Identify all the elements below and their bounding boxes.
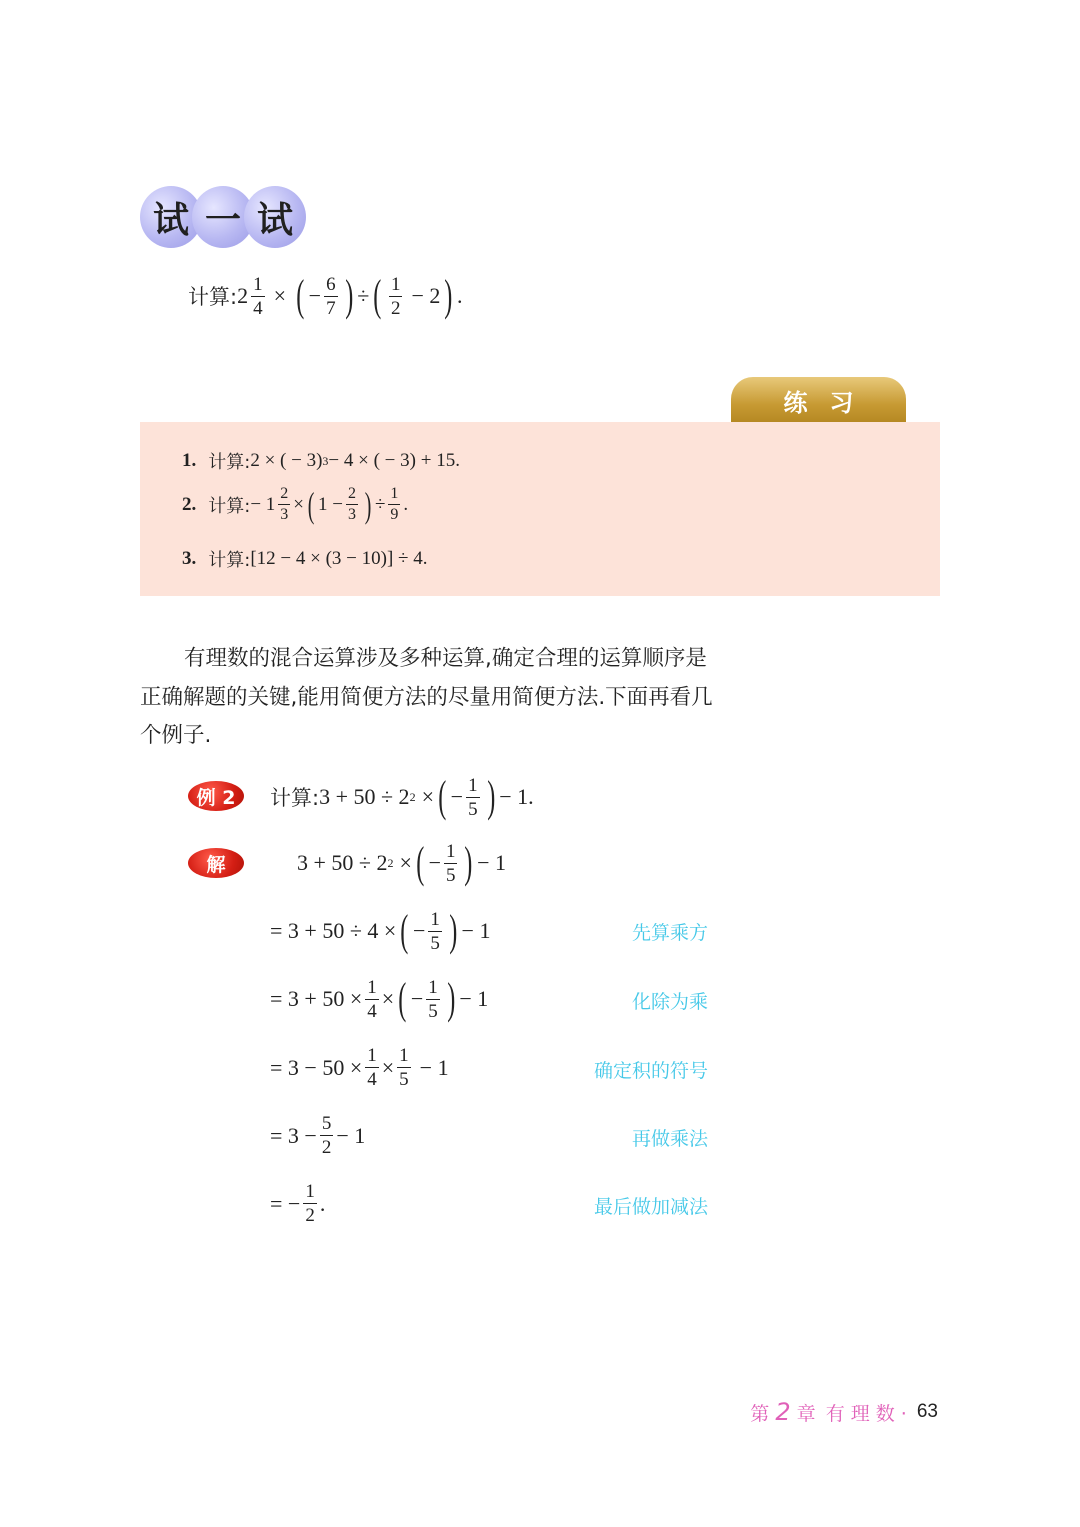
page-footer	[750, 1398, 938, 1426]
try-problem: 计算: 2 $\frac{1}{4}$ × ( − $\frac{6}{7}$ ) ÷ ( $\frac{1}{2}$ − 2 ) .	[188, 271, 463, 320]
solution-expr: − 1	[461, 918, 491, 943]
practice-tab: 练习	[731, 377, 906, 423]
solution-frac: $\frac{1}{4}$	[367, 1045, 377, 1090]
solution-expr: − 1	[459, 986, 489, 1011]
solution-line-5	[270, 1182, 325, 1225]
solution-note-2: 化除为乘	[631, 991, 708, 1013]
try-frac-1: $\frac{1}{4}$	[253, 273, 263, 319]
example-times: ×	[421, 784, 434, 809]
practice-box	[140, 422, 940, 596]
solution-note-1: 先算乘方	[631, 922, 708, 944]
practice-expr: − 1	[250, 493, 276, 515]
page-number: 63	[916, 1401, 938, 1422]
example-expr: 3 + 50 ÷ 2	[319, 784, 410, 809]
practice-item-1	[182, 448, 460, 474]
try-minus: −	[308, 283, 322, 308]
solution-expr: = 3 −	[270, 1122, 317, 1148]
example-problem: 计算: 3 + 50 ÷ 2 2 × ( − $\frac{1}{5}$ ) − 1.	[270, 772, 534, 821]
solution-expr: = 3 − 50 ×	[270, 1054, 363, 1080]
try-frac-3: $\frac{1}{2}$	[390, 273, 401, 319]
solution-note-5: 最后做加减法	[593, 1196, 708, 1218]
chapter-label: 第 2 章	[750, 1398, 816, 1426]
intro-paragraph: 有理数的混合运算涉及多种运算,确定合理的运算顺序是正确解题的关键,能用简便方法的尽量用简便方法.下面再看几个例子.	[140, 646, 713, 748]
practice-expr: [12 − 4 × (3 − 10)] ÷ 4.	[250, 548, 428, 569]
try-char-1: 试	[140, 186, 202, 248]
try-char-3: 试	[244, 186, 306, 248]
practice-expr: − 4 × ( − 3) + 15.	[328, 450, 460, 471]
solution-frac: $\frac{5}{2}$	[321, 1113, 332, 1158]
solution-expr: = 3 + 50 ×	[270, 986, 363, 1011]
practice-frac: $\frac{2}{3}$	[347, 485, 356, 523]
solution-expr: ×	[381, 986, 395, 1011]
solution-expr: −	[410, 986, 424, 1011]
practice-expr: ÷	[374, 493, 386, 515]
practice-frac: $\frac{1}{9}$	[390, 485, 399, 523]
practice-item-prefix: 计算:	[208, 495, 251, 517]
solution-frac: $\frac{1}{5}$	[428, 976, 438, 1022]
solution-note-3: 确定积的符号	[593, 1060, 708, 1082]
practice-item-3	[182, 546, 427, 572]
example-badge: 例 2	[188, 781, 244, 811]
solution-expr: −	[428, 850, 441, 875]
try-tail: − 2	[411, 283, 441, 308]
solution-line-3	[270, 1046, 449, 1089]
solution-expr: ×	[381, 1054, 395, 1080]
try-end: .	[457, 283, 463, 308]
solution-line-2: = 3 + 50 × $\frac{1}{4}$ × ( − $\frac{1}{5}$ ) − 1	[270, 974, 489, 1023]
try-times: ×	[273, 283, 286, 308]
try-frac-2: $\frac{6}{7}$	[326, 273, 336, 319]
practice-item-num: 2.	[182, 493, 197, 515]
solution-line-4	[270, 1114, 365, 1157]
solution-frac: $\frac{1}{5}$	[445, 840, 456, 886]
practice-item-num: 3.	[182, 548, 197, 569]
practice-expr: .	[403, 493, 409, 515]
practice-frac: $\frac{2}{3}$	[280, 485, 289, 523]
example-minus: −	[450, 784, 464, 809]
try-prefix: 计算:	[188, 285, 238, 309]
solution-expr: − 1	[336, 1122, 366, 1148]
example-prefix: 计算:	[270, 786, 320, 810]
practice-expr: 2 × ( − 3)	[250, 450, 323, 471]
solution-expr: = −	[270, 1190, 301, 1216]
solution-expr: − 1	[419, 1054, 449, 1080]
solution-expr: ×	[399, 850, 412, 875]
chapter-title: 有 理 数 ·	[825, 1402, 907, 1425]
solution-expr: 3 + 50 ÷ 2	[297, 850, 388, 875]
solution-line-0: 3 + 50 ÷ 2 2 × ( − $\frac{1}{5}$ ) − 1	[297, 838, 507, 887]
practice-item-prefix: 计算:	[208, 550, 251, 571]
solution-expr: − 1	[477, 850, 507, 875]
practice-exp: 3	[322, 453, 329, 468]
example-frac: $\frac{1}{5}$	[468, 774, 478, 820]
solution-badge: 解	[188, 848, 244, 878]
solution-frac: $\frac{1}{5}$	[430, 908, 440, 954]
solution-frac: $\frac{1}{4}$	[367, 976, 377, 1022]
solution-note-4: 再做乘法	[631, 1128, 708, 1150]
try-whole: 2	[237, 283, 249, 308]
example-exp: 2	[409, 789, 416, 804]
solution-frac: $\frac{1}{5}$	[399, 1045, 409, 1090]
solution-frac: $\frac{1}{2}$	[305, 1181, 315, 1226]
practice-expr: 1 −	[318, 493, 343, 515]
solution-exp: 2	[387, 855, 394, 870]
try-char-2: 一	[192, 186, 254, 248]
try-div: ÷	[357, 283, 370, 308]
solution-line-1: = 3 + 50 ÷ 4 × ( − $\frac{1}{5}$ ) − 1	[270, 906, 491, 955]
solution-expr: −	[412, 918, 426, 943]
practice-item-2: 2. 计算: − 1 $\frac{2}{3}$ × ( 1 − $\frac{2}{3}$ ) ÷ $\frac{1}{9}$ .	[182, 484, 409, 525]
solution-expr: = 3 + 50 ÷ 4 ×	[270, 918, 397, 943]
practice-item-prefix: 计算:	[208, 452, 251, 473]
solution-expr: .	[319, 1190, 326, 1216]
practice-expr: ×	[293, 493, 305, 515]
practice-item-num: 1.	[182, 450, 197, 471]
example-tail: − 1.	[499, 784, 534, 809]
